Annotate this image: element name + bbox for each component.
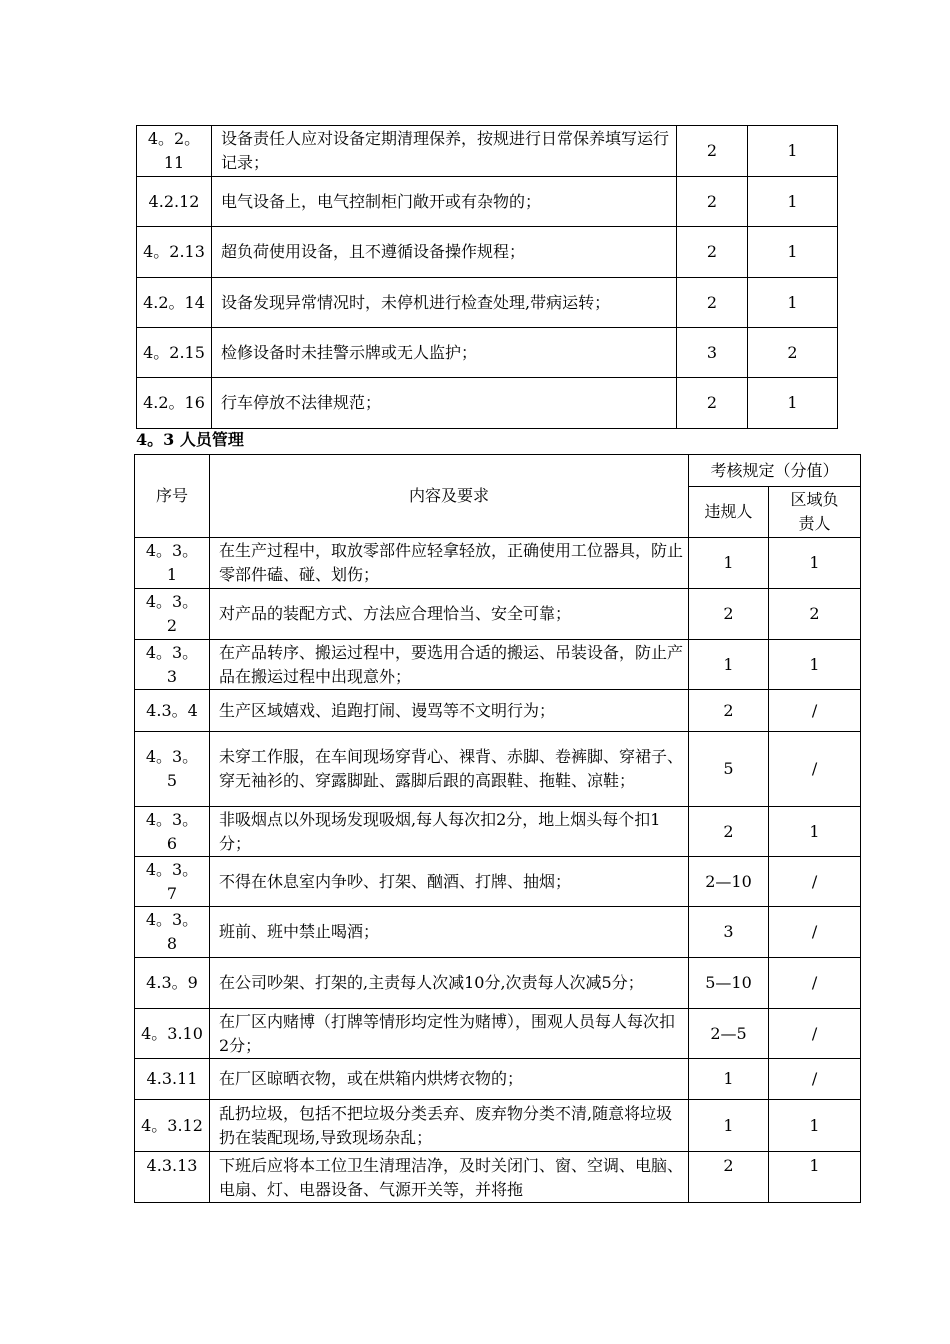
row-number: 4。3。6 [135, 807, 210, 857]
header-violator: 违规人 [689, 487, 769, 538]
violator-score: 2 [689, 807, 769, 857]
row-number: 4。3。8 [135, 907, 210, 958]
row-content: 在厂区内赌博（打牌等情形均定性为赌博），围观人员每人每次扣2分； [210, 1009, 689, 1059]
manager-score: 1 [748, 227, 838, 278]
violator-score: 1 [689, 1100, 769, 1152]
row-number: 4。2.15 [137, 328, 212, 378]
row-content: 对产品的装配方式、方法应合理恰当、安全可靠； [210, 589, 689, 640]
row-number: 4。2。11 [137, 126, 212, 177]
manager-score: 1 [769, 1152, 861, 1203]
violator-score: 2 [677, 378, 748, 429]
violator-score: 3 [677, 328, 748, 378]
row-content: 下班后应将本工位卫生清理洁净，及时关闭门、窗、空调、电脑、电扇、灯、电器设备、气源开关等，并将拖 [210, 1152, 689, 1203]
violator-score: 2 [677, 227, 748, 278]
row-number: 4.3.11 [135, 1059, 210, 1100]
row-content: 在公司吵架、打架的,主责每人次减10分,次责每人次减5分； [210, 958, 689, 1009]
row-content: 检修设备时未挂警示牌或无人监护； [212, 328, 677, 378]
manager-score: / [769, 1009, 861, 1059]
manager-score: / [769, 732, 861, 807]
table-row [137, 177, 838, 227]
violator-score: 1 [689, 640, 769, 690]
table-row [135, 907, 861, 958]
violator-score: 2 [677, 177, 748, 227]
table-row [135, 807, 861, 857]
row-number: 4。3。2 [135, 589, 210, 640]
manager-score: 2 [748, 328, 838, 378]
header-assessment: 考核规定（分值） [689, 455, 861, 487]
violator-score: 2—10 [689, 857, 769, 907]
row-number: 4.2.12 [137, 177, 212, 227]
header-number: 序号 [135, 455, 210, 538]
violator-score: 5—10 [689, 958, 769, 1009]
violator-score: 5 [689, 732, 769, 807]
violator-score: 2—5 [689, 1009, 769, 1059]
manager-score: / [769, 1059, 861, 1100]
violator-score: 2 [689, 690, 769, 732]
row-content: 生产区域嬉戏、追跑打闹、谩骂等不文明行为； [210, 690, 689, 732]
table-row [135, 690, 861, 732]
table-row [135, 1152, 861, 1203]
row-content: 在厂区晾晒衣物，或在烘箱内烘烤衣物的； [210, 1059, 689, 1100]
row-number: 4.3。4 [135, 690, 210, 732]
table-row [137, 227, 838, 278]
row-content: 设备发现异常情况时，未停机进行检查处理,带病运转； [212, 278, 677, 328]
personnel-rules-table [134, 454, 861, 1203]
row-content: 非吸烟点以外现场发现吸烟,每人每次扣2分，地上烟头每个扣1分； [210, 807, 689, 857]
row-content: 未穿工作服，在车间现场穿背心、裸背、赤脚、卷裤脚、穿裙子、穿无袖衫的、穿露脚趾、露脚后跟的高跟鞋、拖鞋、凉鞋； [210, 732, 689, 807]
table-row [137, 378, 838, 429]
manager-score: / [769, 958, 861, 1009]
table-row [137, 126, 838, 177]
manager-score: / [769, 690, 861, 732]
manager-score: 1 [769, 640, 861, 690]
violator-score: 3 [689, 907, 769, 958]
row-content: 班前、班中禁止喝酒； [210, 907, 689, 958]
violator-score: 2 [677, 126, 748, 177]
row-number: 4。3。1 [135, 538, 210, 589]
manager-score: 1 [748, 378, 838, 429]
table-row [137, 278, 838, 328]
violator-score: 1 [689, 538, 769, 589]
violator-score: 2 [689, 1152, 769, 1203]
row-number: 4。3。5 [135, 732, 210, 807]
row-number: 4.3.13 [135, 1152, 210, 1203]
row-number: 4.2。16 [137, 378, 212, 429]
row-content: 在生产过程中，取放零部件应轻拿轻放，正确使用工位器具，防止零部件磕、碰、划伤； [210, 538, 689, 589]
table-row [135, 1100, 861, 1152]
manager-score: 2 [769, 589, 861, 640]
header-manager: 区域负责人 [769, 487, 861, 538]
row-content: 行车停放不法律规范； [212, 378, 677, 429]
table-row [135, 857, 861, 907]
section-title: 4。3 人员管理 [136, 430, 244, 449]
manager-score: 1 [769, 807, 861, 857]
row-content: 不得在休息室内争吵、打架、酗酒、打牌、抽烟； [210, 857, 689, 907]
table-header-row [135, 455, 861, 487]
violator-score: 2 [677, 278, 748, 328]
manager-score: / [769, 857, 861, 907]
row-number: 4。3.12 [135, 1100, 210, 1152]
row-number: 4。3。3 [135, 640, 210, 690]
violator-score: 2 [689, 589, 769, 640]
table-row [135, 538, 861, 589]
row-number: 4.3。9 [135, 958, 210, 1009]
row-content: 电气设备上，电气控制柜门敞开或有杂物的； [212, 177, 677, 227]
table-row [135, 732, 861, 807]
manager-score: 1 [748, 278, 838, 328]
row-content: 乱扔垃圾，包括不把垃圾分类丢弃、废弃物分类不清,随意将垃圾扔在装配现场,导致现场杂乱； [210, 1100, 689, 1152]
table-row [135, 640, 861, 690]
table-row [135, 589, 861, 640]
manager-score: 1 [748, 177, 838, 227]
row-number: 4.2。14 [137, 278, 212, 328]
table-row [135, 1009, 861, 1059]
row-content: 在产品转序、搬运过程中，要选用合适的搬运、吊装设备，防止产品在搬运过程中出现意外； [210, 640, 689, 690]
row-number: 4。3.10 [135, 1009, 210, 1059]
manager-score: / [769, 907, 861, 958]
manager-score: 1 [769, 538, 861, 589]
table-row [135, 1059, 861, 1100]
equipment-rules-table [136, 125, 838, 429]
row-content: 超负荷使用设备，且不遵循设备操作规程； [212, 227, 677, 278]
table-row [135, 958, 861, 1009]
violator-score: 1 [689, 1059, 769, 1100]
row-number: 4。3。7 [135, 857, 210, 907]
row-content: 设备责任人应对设备定期清理保养，按规进行日常保养填写运行记录； [212, 126, 677, 177]
table-row [137, 328, 838, 378]
manager-score: 1 [769, 1100, 861, 1152]
manager-score: 1 [748, 126, 838, 177]
header-content: 内容及要求 [210, 455, 689, 538]
row-number: 4。2.13 [137, 227, 212, 278]
